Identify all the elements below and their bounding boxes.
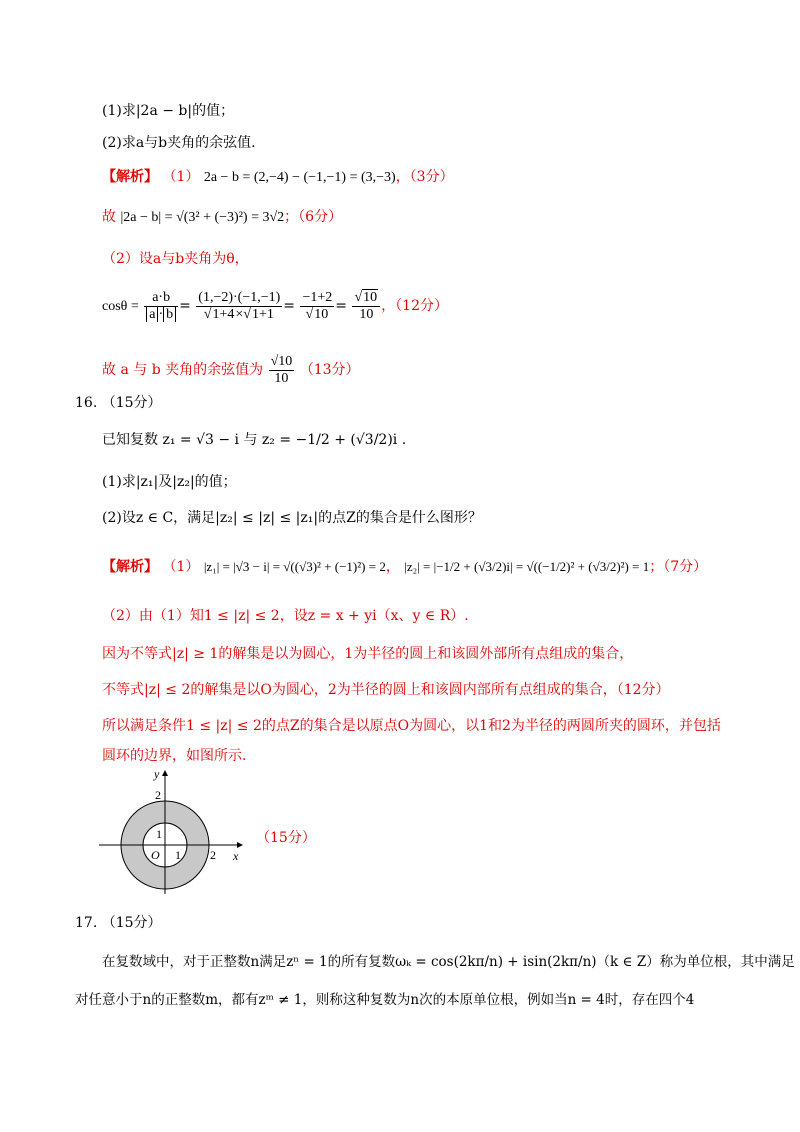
- sol1b-prefix: 故: [102, 209, 116, 225]
- score-7: ；（7分）: [649, 559, 708, 575]
- q16-part1: (1)求|z₁|及|z₂|的值；: [102, 474, 237, 490]
- q16-given: 已知复数 z₁ = √3 − i 与 z₂ = −1/2 + (√3/2)i .: [102, 432, 407, 448]
- figure-score: （15分）: [256, 830, 316, 846]
- cos-frac-4: $\frac{√10}{10}$: [352, 290, 380, 323]
- q16-solution1: 【解析】 （1） |z₁| = |√3 − i| = √((√3)² + (−1)²) = 2， |z₂| = |−1/2 + (√3/2)i| = √((−1/2)² + (√3/2)²) = 1；（7分）: [102, 559, 708, 575]
- x-axis-arrow: [237, 842, 243, 848]
- z2-modulus: |z₂| = |−1/2 + (√3/2)i| = √((−1/2)² + (√3/2)²) = 1: [404, 559, 650, 574]
- solution-tag: 【解析】: [102, 559, 158, 575]
- y-axis-label: y: [154, 768, 160, 781]
- cos-lhs: cosθ =: [102, 299, 139, 314]
- q15-solution2: （2）设a与b夹角为θ，: [102, 251, 249, 267]
- annulus-figure: [97, 768, 257, 898]
- score-6: ；（6分）: [284, 209, 343, 225]
- q15-cos-formula: cosθ = $\frac{a\cdot b}{a \cdot b}$ = $\frac{(1,-2)\cdot(-1,-1)}{√1+4\times√1+1}$ = $\frac{-1+2}{√10}$ = $\frac{√10}{10}$ ，（12分）: [102, 289, 448, 322]
- conclusion-numerator: √10: [270, 353, 293, 369]
- q15-part2: (2)求a与b夹角的余弦值.: [102, 135, 256, 151]
- q17-number: 17.: [75, 915, 98, 931]
- q16-part2: (2)设z ∈ C，满足|z₂| ≤ |z| ≤ |z₁|的点Z的集合是什么图形？: [102, 510, 482, 526]
- q16-number: 16.: [75, 395, 98, 411]
- score-3: ，（3分）: [395, 169, 454, 185]
- cos-frac-3: $\frac{-1+2}{√10}$: [302, 289, 333, 322]
- q16-line-d: 圆环的边界，如图所示.: [102, 748, 247, 764]
- q17-points: （15分）: [101, 915, 162, 931]
- q16-solution2: （2）由（1）知1 ≤ |z| ≤ 2，设z = x + yi（x、y ∈ R）.: [102, 608, 469, 624]
- tick-x-1: 1: [175, 848, 181, 862]
- q15-solution1b: [102, 207, 342, 228]
- q16-points: （15分）: [101, 395, 162, 411]
- q17-line1: 在复数域中，对于正整数n满足zⁿ = 1的所有复数ωₖ = cos(2kπ/n) + isin(2kπ/n)（k ∈ Z）称为单位根，其中满足: [102, 954, 795, 970]
- cos-frac-2: $\frac{(1,-2)\cdot(-1,-1)}{√1+4\times√1+1}$: [198, 289, 281, 322]
- sol1b-expression: |2a − b| = √(3² + (−3)²) = 3√2: [120, 210, 285, 225]
- q17-line2: 对任意小于n的正整数m，都有zᵐ ≠ 1，则称这种复数为n次的本原单位根，例如当n = 4时，存在四个4: [75, 992, 695, 1008]
- cos-frac-1: $\frac{a\cdot b}{a \cdot b}$: [144, 290, 178, 323]
- q15-part1: (1)求|2a − b|的值；: [102, 103, 235, 119]
- q17-header: [75, 912, 162, 932]
- score-13: （13分）: [299, 362, 360, 378]
- q16-line-b: 不等式|z| ≤ 2的解集是以O为圆心，2为半径的圆上和该圆内部所有点组成的集合，（12分）: [102, 682, 670, 698]
- q16-header: [75, 392, 162, 412]
- q16-line-a: 因为不等式|z| ≥ 1的解集是以为圆心，1为半径的圆上和该圆外部所有点组成的集合，: [102, 646, 634, 662]
- sol1-expression: 2a − b = (2,−4) − (−1,−1) = (3,−3): [203, 170, 396, 185]
- sol1-label: （1）: [162, 559, 200, 575]
- solution-tag: 【解析】: [102, 169, 158, 185]
- conclusion-denominator: 10: [274, 370, 289, 386]
- q16-line-c: 所以满足条件1 ≤ |z| ≤ 2的点Z的集合是以原点O为圆心，以1和2为半径的两圆所夹的圆环，并包括: [102, 718, 721, 734]
- z1-modulus: |z₁| = |√3 − i| = √((√3)² + (−1)²) = 2: [203, 559, 386, 574]
- q15-conclusion: [102, 352, 360, 388]
- origin-label: O: [151, 848, 160, 862]
- score-12: ，（12分）: [381, 298, 448, 314]
- y-axis-arrow: [162, 770, 168, 776]
- x-axis-label: x: [233, 849, 239, 863]
- q15-solution1: [102, 167, 454, 188]
- sol1-label: （1）: [162, 169, 200, 185]
- conclusion-text: 故 a 与 b 夹角的余弦值为: [102, 362, 264, 378]
- tick-y-1: 1: [156, 827, 162, 841]
- tick-x-2: 2: [210, 848, 216, 862]
- conclusion-value: [269, 354, 295, 387]
- tick-y-2: 2: [155, 788, 161, 802]
